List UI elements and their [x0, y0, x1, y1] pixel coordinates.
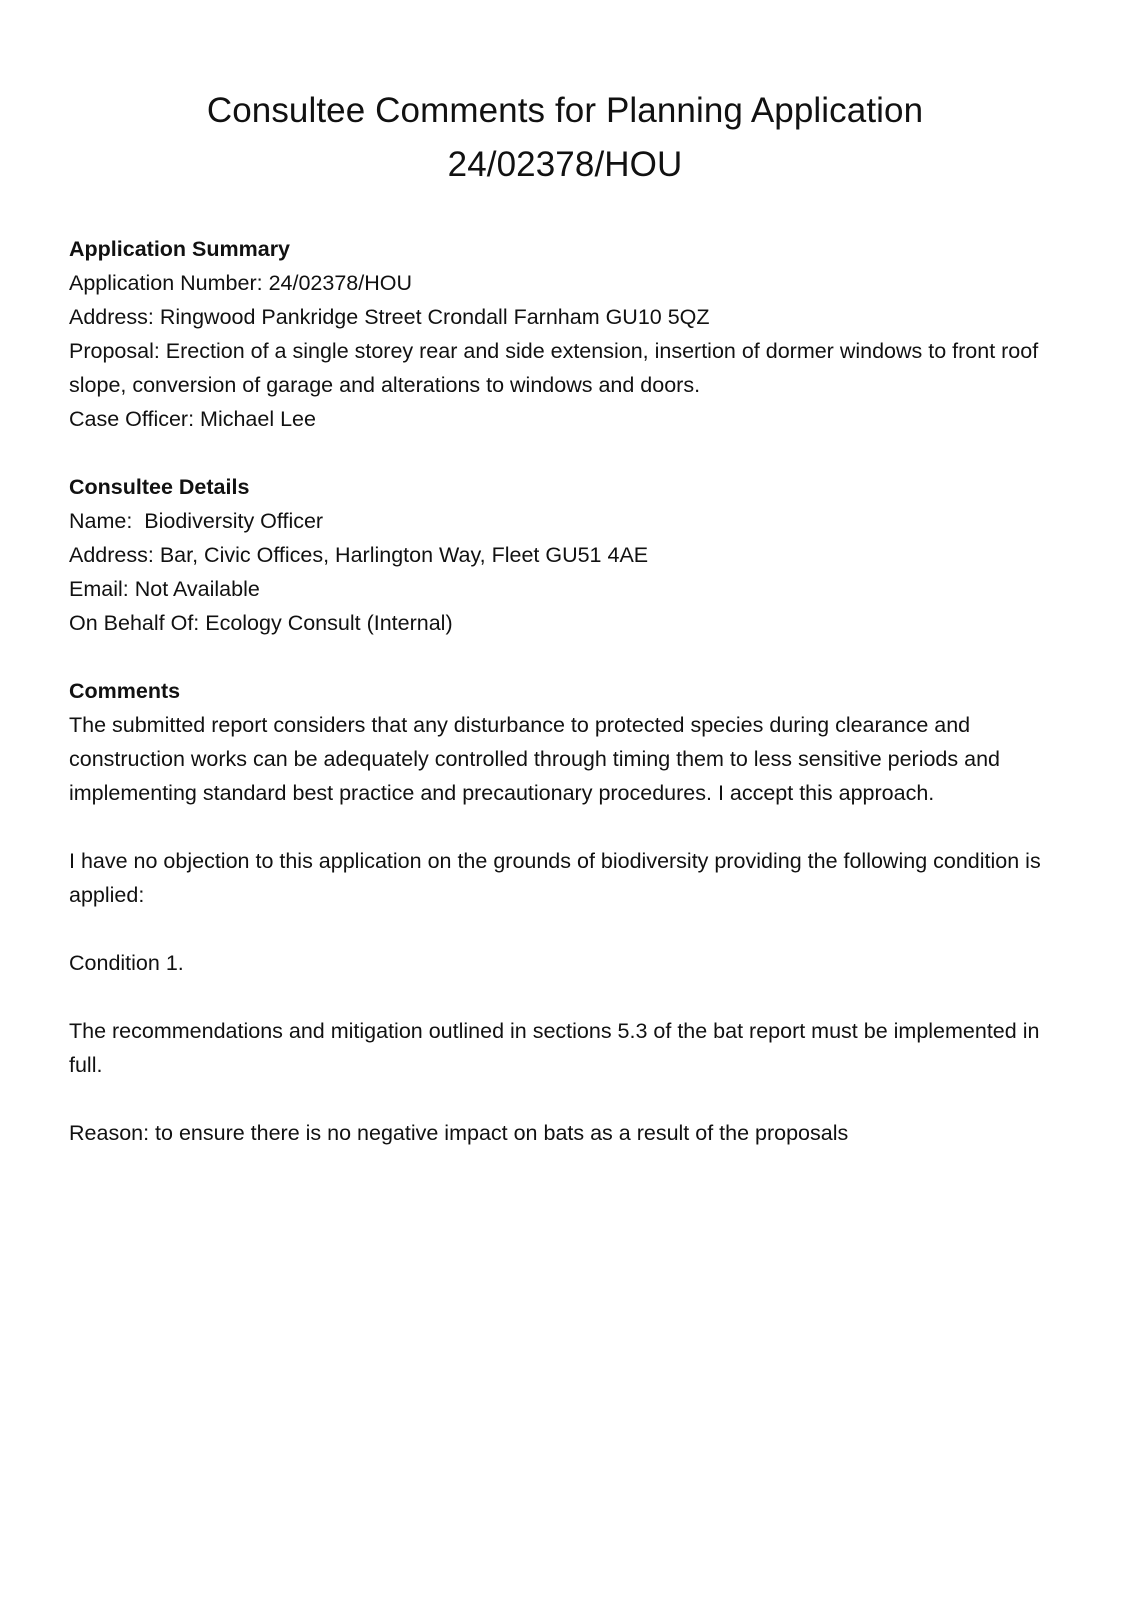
section-spacer [69, 436, 1069, 470]
application-proposal: Proposal: Erection of a single storey rear and side extension, insertion of dormer windows to front roof slope, conversion of garage and alterations to windows and doors. [69, 339, 1039, 397]
consultee-on-behalf-of: On Behalf Of: Ecology Consult (Internal) [69, 611, 453, 635]
page-title-line-1: Consultee Comments for Planning Application [206, 91, 924, 130]
consultee-details-section [69, 470, 1069, 640]
comment-reason: Reason: to ensure there is no negative impact on bats as a result of the proposals [69, 1121, 849, 1145]
application-summary-section [69, 232, 1069, 436]
case-officer: Case Officer: Michael Lee [69, 407, 316, 431]
consultee-address: Address: Bar, Civic Offices, Harlington Way, Fleet GU51 4AE [69, 543, 649, 567]
comment-paragraph-1: The submitted report considers that any disturbance to protected species during clearance and construction works can be adequately controlled through timing them to less sensitive periods and implementing standard best practice and precautionary procedures. I accept this approach. [69, 713, 1000, 805]
application-summary-heading: Application Summary [69, 237, 291, 261]
comments-section [69, 674, 1069, 1150]
section-spacer [69, 640, 1069, 674]
paragraph-spacer [69, 980, 1069, 1014]
page-title-line-2: 24/02378/HOU [447, 145, 683, 184]
page-title [0, 84, 1130, 192]
application-number: Application Number: 24/02378/HOU [69, 271, 412, 295]
paragraph-spacer [69, 810, 1069, 844]
document-body [69, 232, 1069, 1150]
comment-paragraph-4: The recommendations and mitigation outlined in sections 5.3 of the bat report must be implemented in full. [69, 1019, 1040, 1077]
comments-heading: Comments [69, 679, 181, 703]
consultee-details-heading: Consultee Details [69, 475, 250, 499]
comment-condition-label: Condition 1. [69, 951, 184, 975]
consultee-name: Name: Biodiversity Officer [69, 509, 324, 533]
paragraph-spacer [69, 1082, 1069, 1116]
application-address: Address: Ringwood Pankridge Street Crondall Farnham GU10 5QZ [69, 305, 710, 329]
consultee-email: Email: Not Available [69, 577, 260, 601]
paragraph-spacer [69, 912, 1069, 946]
comment-paragraph-2: I have no objection to this application on the grounds of biodiversity providing the following condition is applied: [69, 849, 1041, 907]
